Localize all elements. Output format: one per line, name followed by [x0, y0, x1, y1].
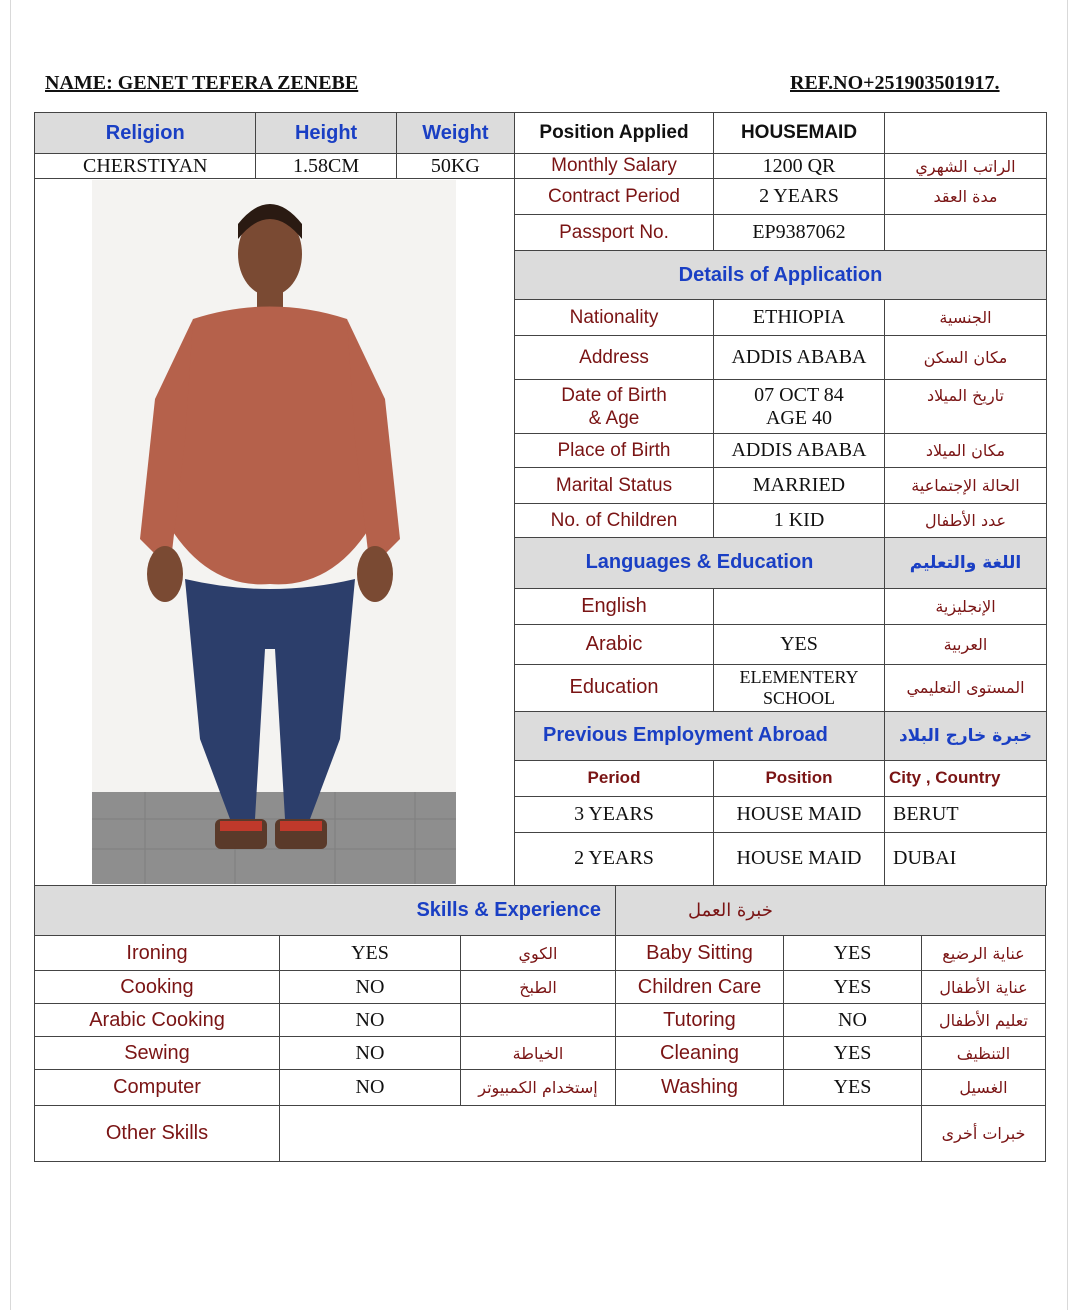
skills-table	[34, 885, 1046, 1162]
weight-header: Weight	[396, 113, 514, 154]
employment-section-arabic: خبرة خارج البلاد	[885, 711, 1047, 760]
english-arabic: الإنجليزية	[885, 588, 1047, 624]
address-arabic: مكان السكن	[885, 336, 1047, 380]
skill-tutoring-value: NO	[784, 1004, 922, 1037]
english-label: English	[515, 588, 714, 624]
languages-section-arabic: اللغة والتعليم	[885, 538, 1047, 588]
cv-table	[34, 112, 1047, 886]
skill-washing-value: YES	[784, 1070, 922, 1106]
dob-label	[515, 380, 714, 434]
skill-washing-arabic: الغسيل	[922, 1070, 1046, 1106]
height-header: Height	[256, 113, 396, 154]
reference-number: REF.NO+251903501917.	[790, 72, 1000, 94]
arabic-label: Arabic	[515, 624, 714, 664]
religion-value: CHERSTIYAN	[35, 154, 256, 179]
contract-period-label: Contract Period	[515, 179, 714, 215]
contract-period-value: 2 YEARS	[714, 179, 885, 215]
arabic-value: YES	[714, 624, 885, 664]
skill-computer-arabic: إستخدام الكمبيوتر	[461, 1070, 616, 1106]
employment-col-city: City , Country	[885, 760, 1047, 796]
address-label: Address	[515, 336, 714, 380]
skill-ironing-value: YES	[280, 936, 461, 971]
employment-row-1-period: 3 YEARS	[515, 796, 714, 832]
english-value	[714, 588, 885, 624]
position-applied-label: Position Applied	[515, 113, 714, 154]
skill-computer-label: Computer	[35, 1070, 280, 1106]
children-value: 1 KID	[714, 504, 885, 538]
nationality-arabic: الجنسية	[885, 300, 1047, 336]
passport-label: Passport No.	[515, 215, 714, 251]
marital-value: MARRIED	[714, 468, 885, 504]
nationality-value: ETHIOPIA	[714, 300, 885, 336]
birthplace-value: ADDIS ABABA	[714, 434, 885, 468]
skills-section-title: Skills & Experience	[35, 886, 616, 936]
dob-label-line1: Date of Birth	[561, 384, 667, 406]
skill-cooking-value: NO	[280, 971, 461, 1004]
skills-section-arabic: خبرة العمل	[616, 886, 1046, 936]
skill-arabic-cooking-arabic	[461, 1004, 616, 1037]
skill-childcare-arabic: عناية الأطفال	[922, 971, 1046, 1004]
languages-section-title: Languages & Education	[515, 538, 885, 588]
arabic-arabic: العربية	[885, 624, 1047, 664]
children-label: No. of Children	[515, 504, 714, 538]
skill-washing-label: Washing	[616, 1070, 784, 1106]
marital-label: Marital Status	[515, 468, 714, 504]
skill-arabic-cooking-value: NO	[280, 1004, 461, 1037]
skill-babysitting-arabic: عناية الرضيع	[922, 936, 1046, 971]
contract-period-arabic: مدة العقد	[885, 179, 1047, 215]
skill-tutoring-label: Tutoring	[616, 1004, 784, 1037]
skill-tutoring-arabic: تعليم الأطفال	[922, 1004, 1046, 1037]
education-value	[714, 664, 885, 711]
skill-babysitting-value: YES	[784, 936, 922, 971]
employment-row-2-period: 2 YEARS	[515, 832, 714, 885]
salary-value: 1200 QR	[714, 154, 885, 179]
education-value-line2: SCHOOL	[762, 687, 835, 708]
employment-row-1-position: HOUSE MAID	[714, 796, 885, 832]
weight-value: 50KG	[396, 154, 514, 179]
skill-sewing-value: NO	[280, 1037, 461, 1070]
education-arabic: المستوى التعليمي	[885, 664, 1047, 711]
skill-cleaning-arabic: التنظيف	[922, 1037, 1046, 1070]
skill-childcare-value: YES	[784, 971, 922, 1004]
dob-value-date: 07 OCT 84	[754, 383, 844, 406]
skill-arabic-cooking-label: Arabic Cooking	[35, 1004, 280, 1037]
dob-arabic: تاريخ الميلاد	[885, 380, 1047, 434]
education-label: Education	[515, 664, 714, 711]
other-skills-value	[280, 1106, 922, 1162]
dob-value-age: AGE 40	[765, 406, 833, 429]
height-value: 1.58CM	[256, 154, 396, 179]
skill-sewing-label: Sewing	[35, 1037, 280, 1070]
skill-babysitting-label: Baby Sitting	[616, 936, 784, 971]
skill-cleaning-label: Cleaning	[616, 1037, 784, 1070]
candidate-photo	[35, 179, 514, 885]
other-skills-label: Other Skills	[35, 1106, 280, 1162]
candidate-name: NAME: GENET TEFERA ZENEBE	[45, 72, 359, 94]
salary-arabic: الراتب الشهري	[885, 154, 1047, 179]
details-section-title: Details of Application	[515, 251, 1047, 300]
skill-childcare-label: Children Care	[616, 971, 784, 1004]
children-arabic: عدد الأطفال	[885, 504, 1047, 538]
skill-computer-value: NO	[280, 1070, 461, 1106]
skill-cooking-label: Cooking	[35, 971, 280, 1004]
employment-row-2-city: DUBAI	[885, 832, 1047, 885]
birthplace-arabic: مكان الميلاد	[885, 434, 1047, 468]
employment-section-title: Previous Employment Abroad	[515, 711, 885, 760]
employment-row-2-position: HOUSE MAID	[714, 832, 885, 885]
employment-col-period: Period	[515, 760, 714, 796]
position-applied-value: HOUSEMAID	[714, 113, 885, 154]
religion-header: Religion	[35, 113, 256, 154]
skill-ironing-label: Ironing	[35, 936, 280, 971]
employment-col-position: Position	[714, 760, 885, 796]
education-value-line1: ELEMENTERY	[739, 666, 859, 687]
skill-cooking-arabic: الطبخ	[461, 971, 616, 1004]
skill-cleaning-value: YES	[784, 1037, 922, 1070]
marital-arabic: الحالة الإجتماعية	[885, 468, 1047, 504]
address-value: ADDIS ABABA	[714, 336, 885, 380]
salary-label: Monthly Salary	[515, 154, 714, 179]
photo-cell	[35, 179, 515, 886]
skill-ironing-arabic: الكوي	[461, 936, 616, 971]
birthplace-label: Place of Birth	[515, 434, 714, 468]
skill-sewing-arabic: الخياطة	[461, 1037, 616, 1070]
employment-row-1-city: BERUT	[885, 796, 1047, 832]
passport-value: EP9387062	[714, 215, 885, 251]
dob-value	[714, 380, 885, 434]
nationality-label: Nationality	[515, 300, 714, 336]
other-skills-arabic: خبرات أخرى	[922, 1106, 1046, 1162]
dob-label-line2: & Age	[588, 407, 640, 429]
